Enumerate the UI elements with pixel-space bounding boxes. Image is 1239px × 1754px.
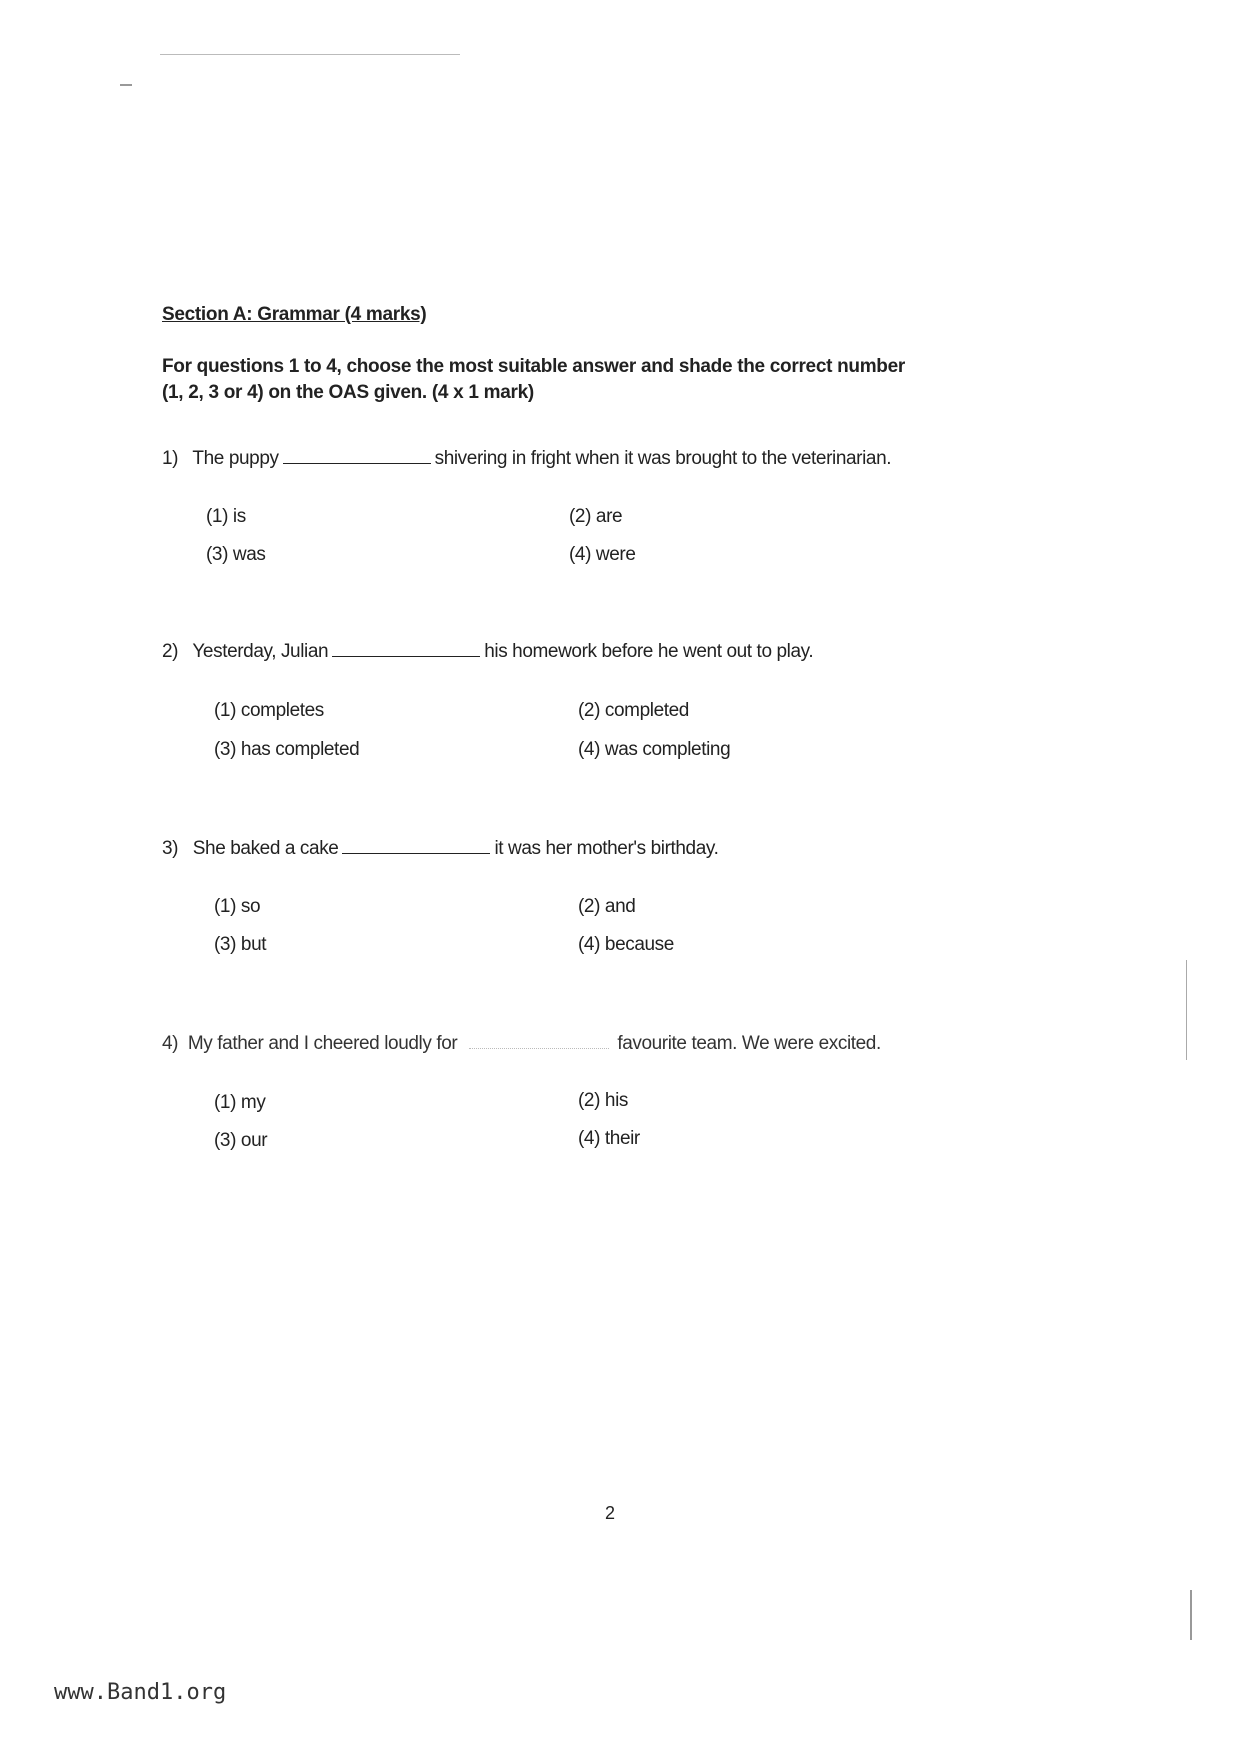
scan-artifact [1186, 960, 1187, 1060]
option-1: (1) my [214, 1092, 266, 1113]
question-text-before: She baked a cake [192, 838, 339, 859]
question-number: 2) [162, 641, 179, 662]
option-2: (2) completed [578, 700, 689, 721]
answer-blank [332, 640, 480, 657]
answer-blank [283, 447, 431, 464]
instructions-line-1: For questions 1 to 4, choose the most suitable answer and shade the correct number [162, 356, 905, 377]
option-1: (1) completes [214, 700, 324, 721]
page-number: 2 [605, 1503, 615, 1523]
question-text-before: The puppy [192, 448, 279, 469]
option-3: (3) was [206, 544, 266, 565]
option-3: (3) our [214, 1130, 268, 1151]
instructions-line-2: (1, 2, 3 or 4) on the OAS given. (4 x 1 mark) [162, 382, 534, 403]
option-1: (1) is [206, 506, 246, 527]
question-text-after: it was her mother's birthday. [494, 838, 719, 859]
option-2: (2) and [578, 896, 636, 917]
answer-blank [469, 1032, 609, 1049]
question-3 [162, 837, 718, 860]
question-text-after: favourite team. We were excited. [617, 1033, 881, 1054]
answer-blank [342, 837, 490, 854]
option-3: (3) but [214, 934, 267, 955]
option-4: (4) were [569, 544, 636, 565]
scan-artifact [1190, 1590, 1192, 1640]
option-1: (1) so [214, 896, 261, 917]
question-2 [162, 640, 813, 663]
question-4 [162, 1032, 881, 1055]
footer-watermark: www.Band1.org [54, 1680, 227, 1705]
question-text-before: Yesterday, Julian [192, 641, 329, 662]
question-text-before: My father and I cheered loudly for [187, 1033, 458, 1054]
question-number: 4) [162, 1033, 179, 1054]
question-number: 1) [162, 448, 179, 469]
option-2: (2) are [569, 506, 623, 527]
question-1 [162, 447, 891, 470]
question-text-after: shivering in fright when it was brought to the veterinarian. [434, 448, 892, 469]
option-4: (4) their [578, 1128, 640, 1149]
option-3: (3) has completed [214, 739, 360, 760]
option-4: (4) was completing [578, 739, 731, 760]
scan-artifact [160, 54, 460, 55]
section-title: Section A: Grammar (4 marks) [162, 304, 427, 325]
scan-artifact [120, 84, 132, 86]
option-4: (4) because [578, 934, 674, 955]
question-number: 3) [162, 838, 179, 859]
option-2: (2) his [578, 1090, 628, 1111]
question-text-after: his homework before he went out to play. [484, 641, 814, 662]
